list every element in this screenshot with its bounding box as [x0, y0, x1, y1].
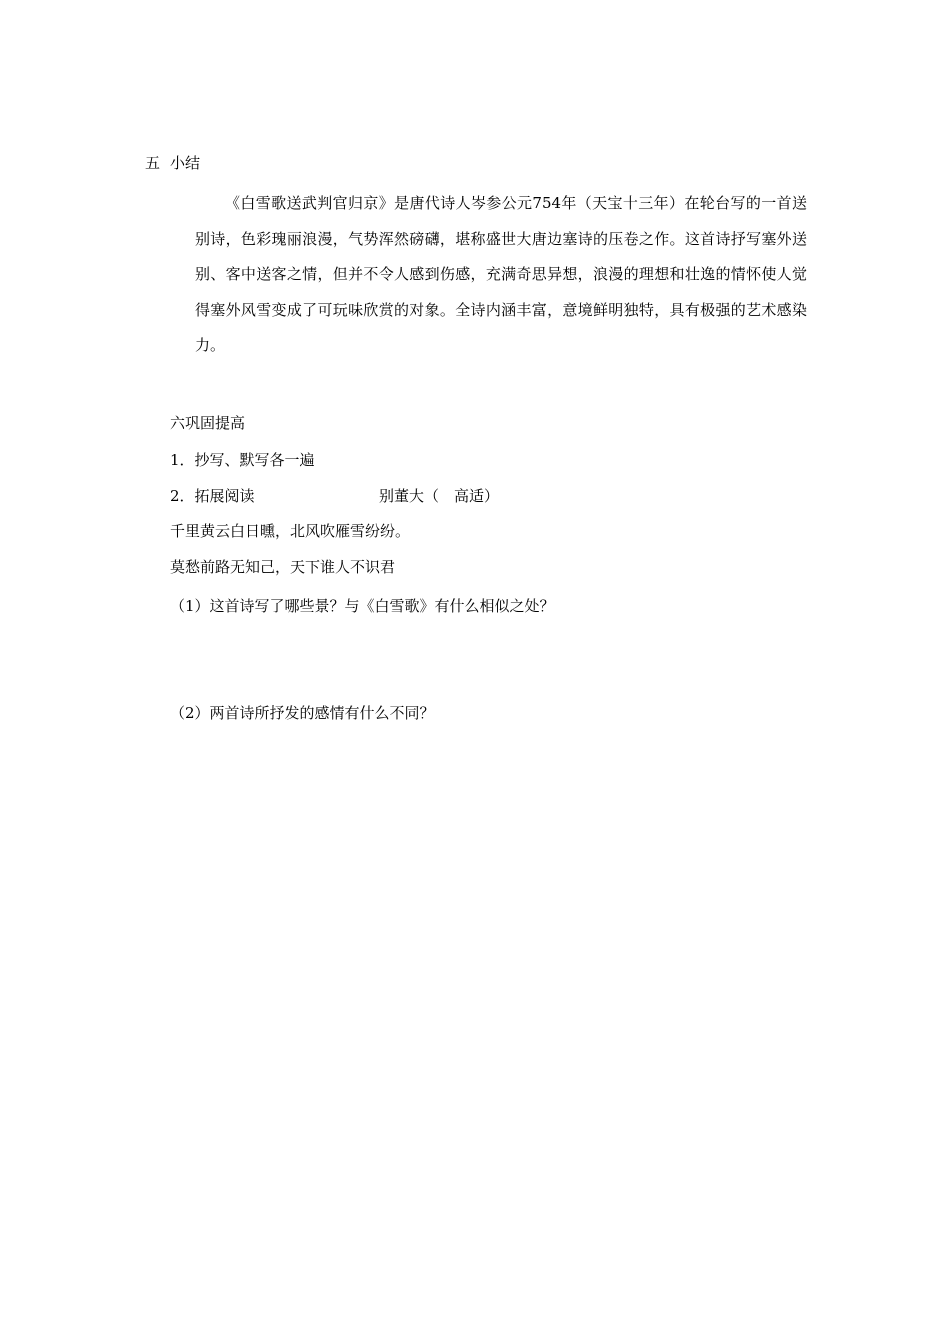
extended-reading-label: 2．拓展阅读 — [170, 487, 255, 505]
section5-heading — [145, 153, 200, 173]
section6-heading: 六巩固提高 — [170, 414, 246, 432]
poem-line-1: 千里黄云白日曛，北风吹雁雪纷纷。 — [170, 522, 411, 540]
task-copy-recite: 1．抄写、默写各一遍 — [170, 451, 315, 469]
poem-title: 别董大（ 高适） — [379, 487, 500, 505]
summary-paragraph: 《白雪歌送武判官归京》是唐代诗人岑参公元754年（天宝十三年）在轮台写的一首送别诗，色彩瑰丽浪漫，气势浑然磅礴，堪称盛世大唐边塞诗的压卷之作。这首诗抒写塞外送别、客中送客之情，但并不令人感到伤感，充满奇思异想，浪漫的理想和壮逸的情怀使人觉得塞外风雪变成了可玩味欣赏的对象。全诗内涵丰富，意境鲜明独特，具有极强的艺术感染力。 — [195, 194, 807, 354]
section5-heading-title: 小结 — [170, 154, 201, 172]
section5-heading-number: 五 — [145, 154, 161, 172]
poem-line-2: 莫愁前路无知己，天下谁人不识君 — [170, 558, 396, 576]
question-1: （1）这首诗写了哪些景？与《白雪歌》有什么相似之处？ — [170, 597, 555, 615]
question-2: （2）两首诗所抒发的感情有什么不同？ — [170, 704, 435, 722]
task-extended-reading — [170, 486, 500, 506]
